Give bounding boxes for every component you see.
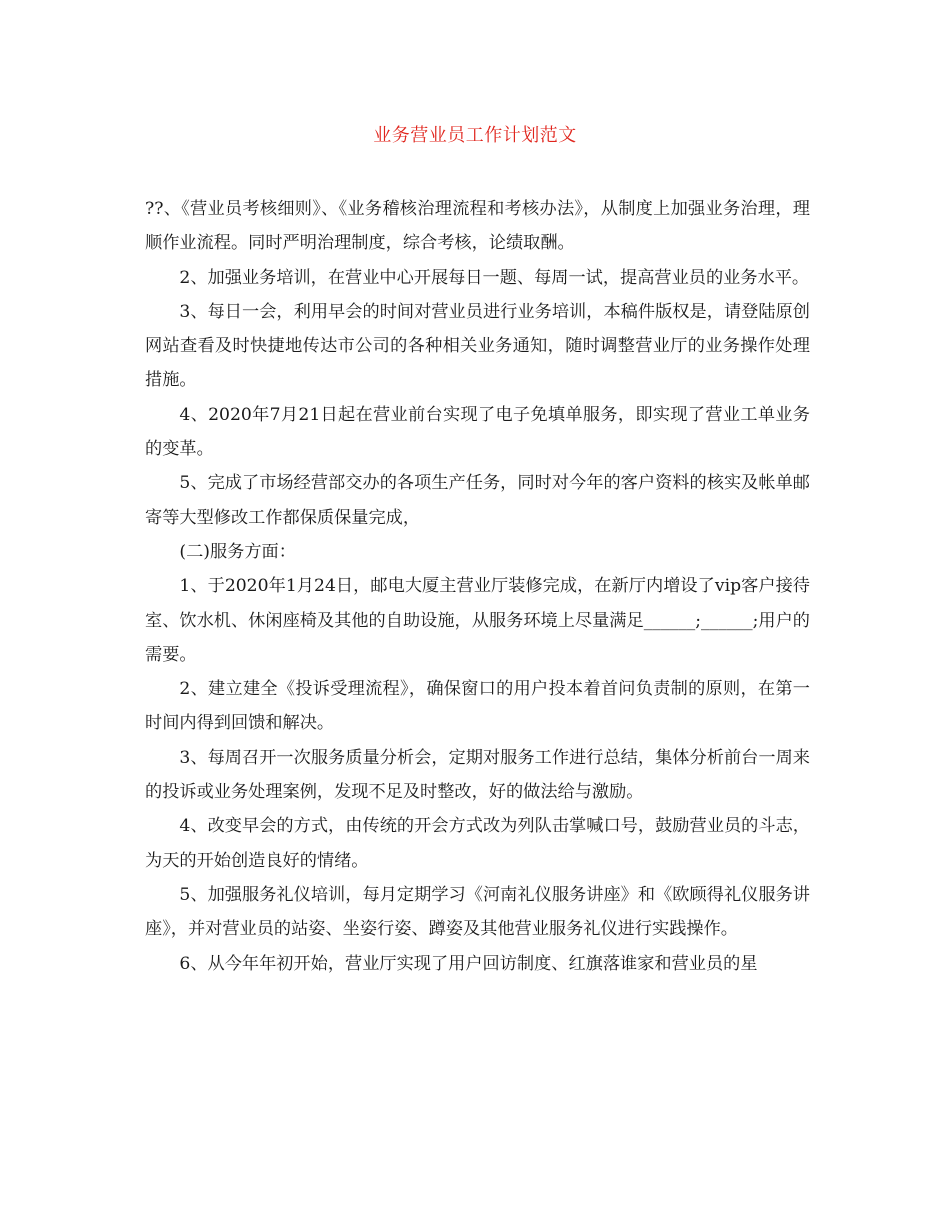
paragraph-10: 5、加强服务礼仪培训，每月定期学习《河南礼仪服务讲座》和《欧顾得礼仪服务讲座》，并对营业员的站姿、坐姿行姿、蹲姿及其他营业服务礼仪进行实践操作。 [145, 884, 810, 940]
paragraph-1: 2、加强业务培训，在营业中心开展每日一题、每周一试，提高营业员的业务水平。 [179, 267, 810, 288]
paragraph-8: 3、每周召开一次服务质量分析会，定期对服务工作进行总结，集体分析前台一周来的投诉或业务处理案例，发现不足及时整改，好的做法给与激励。 [145, 747, 810, 803]
paragraph-11: 6、从今年年初开始，营业厅实现了用户回访制度、红旗落谁家和营业员的星 [179, 953, 758, 974]
section-heading-service: (二)服务方面： [179, 541, 296, 562]
paragraph-9: 4、改变早会的方式，由传统的开会方式改为列队击掌喊口号，鼓励营业员的斗志，为天的开始创造良好的情绪。 [145, 816, 810, 871]
paragraph-6: 1、于2020年1月24日，邮电大厦主营业厅装修完成，在新厅内增设了vip客户接待室、饮水机、休闲座椅及其他的自助设施，从服务环境上尽量满足______;______;用户的需要。 [145, 576, 810, 665]
document-body [145, 192, 810, 981]
document-title: 业务营业员工作计划范文 [373, 125, 577, 146]
paragraph-3: 4、2020年7月21日起在营业前台实现了电子免填单服务，即实现了营业工单业务的变革。 [145, 404, 810, 460]
paragraph-2: 3、每日一会，利用早会的时间对营业员进行业务培训，本稿件版权是，请登陆原创网站查看及时快捷地传达市公司的各种相关业务通知，随时调整营业厅的业务操作处理措施。 [145, 301, 810, 391]
paragraph-4: 5、完成了市场经营部交办的各项生产任务，同时对今年的客户资料的核实及帐单邮寄等大型修改工作都保质保量完成， [145, 473, 810, 528]
paragraph-7: 2、建立建全《投诉受理流程》，确保窗口的用户投本着首问负责制的原则，在第一时间内得到回馈和解决。 [145, 679, 810, 734]
paragraph-0: ??、《营业员考核细则》、《业务稽核治理流程和考核办法》，从制度上加强业务治理，理顺作业流程。同时严明治理制度，综合考核，论绩取酬。 [145, 199, 810, 254]
